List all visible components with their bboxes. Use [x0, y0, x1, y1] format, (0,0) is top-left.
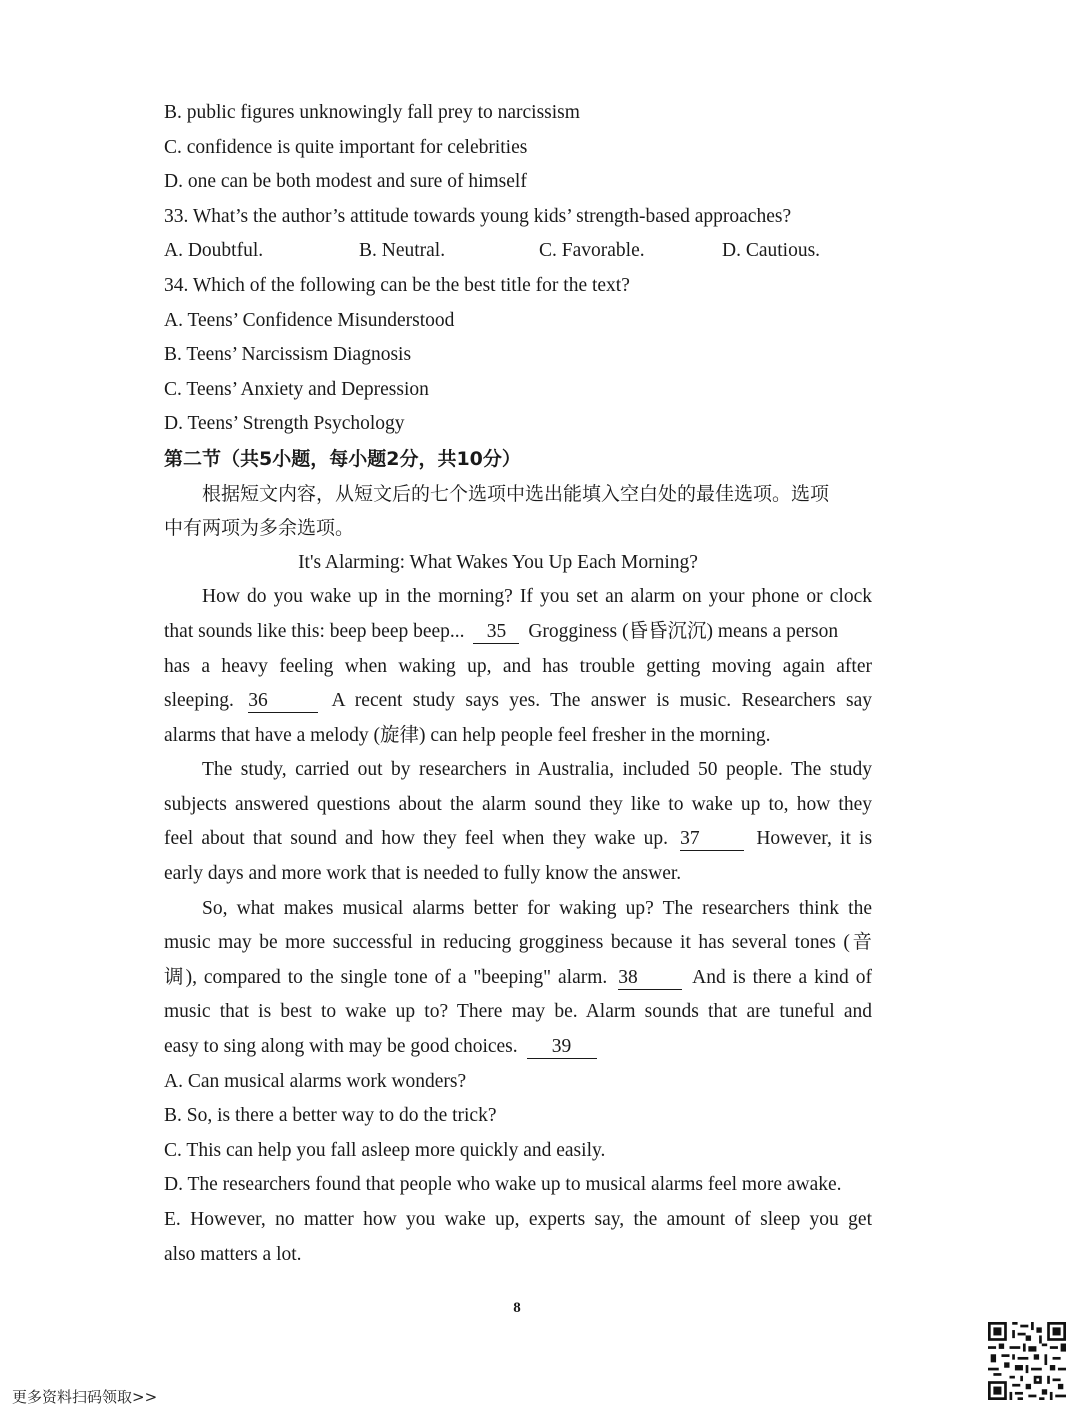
q33-stem: 33. What’s the author’s attitude towards young kids’ strength-based approaches?	[164, 205, 792, 227]
p1-line-3: has a heavy feeling when waking up, and has trouble getting moving again after	[164, 655, 872, 677]
p2-line-3-text-a: feel about that sound and how they feel when they wake up.	[164, 828, 668, 850]
q32-option-d: D. one can be both modest and sure of himself	[164, 171, 527, 193]
p1-line-4	[164, 684, 872, 719]
option-c: C. This can help you fall asleep more quickly and easily.	[164, 1139, 606, 1161]
q33-choices	[164, 234, 872, 269]
blank-38: 38	[618, 967, 682, 990]
p3-line-1: So, what makes musical alarms better for waking up? The researchers think the	[202, 897, 872, 919]
q33-option-d: D. Cautious.	[722, 240, 821, 262]
blank-35: 35	[473, 621, 519, 644]
p2-line-3	[164, 822, 872, 857]
p1-line-1: How do you wake up in the morning? If you set an alarm on your phone or clock	[202, 586, 872, 608]
p3-line-3	[164, 961, 872, 996]
page-content	[164, 96, 872, 1272]
q34-option-c: C. Teens’ Anxiety and Depression	[164, 378, 429, 400]
q34-option-b: B. Teens’ Narcissism Diagnosis	[164, 344, 412, 366]
passage-title: It's Alarming: What Wakes You Up Each Morning?	[298, 551, 698, 573]
p1-line-2-text-a: that sounds like this: beep beep beep...	[164, 620, 465, 642]
p3-line-2: music may be more successful in reducing grogginess because it has several tones (音	[164, 932, 872, 954]
p1-line-2-text-b: Grogginess (昏昏沉沉) means a person	[528, 620, 839, 642]
p3-line-5-text-a: easy to sing along with may be good choices.	[164, 1036, 518, 1058]
p2-line-4: early days and more work that is needed to fully know the answer.	[164, 863, 682, 885]
p1-line-2	[164, 615, 872, 650]
option-a: A. Can musical alarms work wonders?	[164, 1070, 467, 1092]
p1-line-5: alarms that have a melody (旋律) can help people feel fresher in the morning.	[164, 724, 771, 746]
p3-line-5	[164, 1030, 872, 1065]
q33-option-c: C. Favorable.	[539, 240, 645, 262]
section-heading: 第二节（共5小题，每小题2分，共10分）	[164, 447, 521, 470]
blank-37: 37	[680, 828, 744, 851]
p3-line-3-text-b: And is there a kind of	[692, 966, 872, 988]
q34-option-a: A. Teens’ Confidence Misunderstood	[164, 309, 455, 331]
p2-line-3-text-b: However, it is	[756, 828, 873, 850]
p1-line-4-text-a: sleeping.	[164, 690, 234, 712]
p1-line-4-text-b: A recent study says yes. The answer is music. Researchers say	[331, 690, 872, 712]
q34-option-d: D. Teens’ Strength Psychology	[164, 413, 405, 435]
option-e-line-1: E. However, no matter how you wake up, experts say, the amount of sleep you get	[164, 1209, 872, 1230]
page-number: 8	[513, 1300, 521, 1316]
p3-line-4: music that is best to wake up to? There may be. Alarm sounds that are tuneful and	[164, 1001, 872, 1023]
section-instruction-line-1: 根据短文内容，从短文后的七个选项中选出能填入空白处的最佳选项。选项	[202, 482, 830, 505]
footer-link[interactable]: 更多资料扫码领取>>	[12, 1388, 158, 1406]
option-b: B. So, is there a better way to do the trick?	[164, 1105, 497, 1127]
q32-option-c: C. confidence is quite important for celebrities	[164, 136, 528, 158]
blank-39: 39	[527, 1036, 597, 1059]
p2-line-1: The study, carried out by researchers in Australia, included 50 people. The study	[202, 759, 872, 781]
p2-line-2: subjects answered questions about the alarm sound they like to wake up to, how they	[164, 793, 872, 815]
q33-option-a: A. Doubtful.	[164, 240, 264, 262]
option-e-line-2: also matters a lot.	[164, 1243, 302, 1265]
q33-option-b: B. Neutral.	[359, 240, 446, 262]
option-d: D. The researchers found that people who wake up to musical alarms feel more awake.	[164, 1174, 842, 1196]
p3-line-3-text-a: 调), compared to the single tone of a "beeping" alarm.	[164, 966, 608, 988]
q34-stem: 34. Which of the following can be the best title for the text?	[164, 274, 630, 296]
blank-36: 36	[248, 690, 318, 713]
section-instruction-line-2: 中有两项为多余选项。	[164, 517, 355, 540]
q32-option-b: B. public figures unknowingly fall prey to narcissism	[164, 102, 580, 123]
qr-code-icon[interactable]	[988, 1322, 1066, 1400]
